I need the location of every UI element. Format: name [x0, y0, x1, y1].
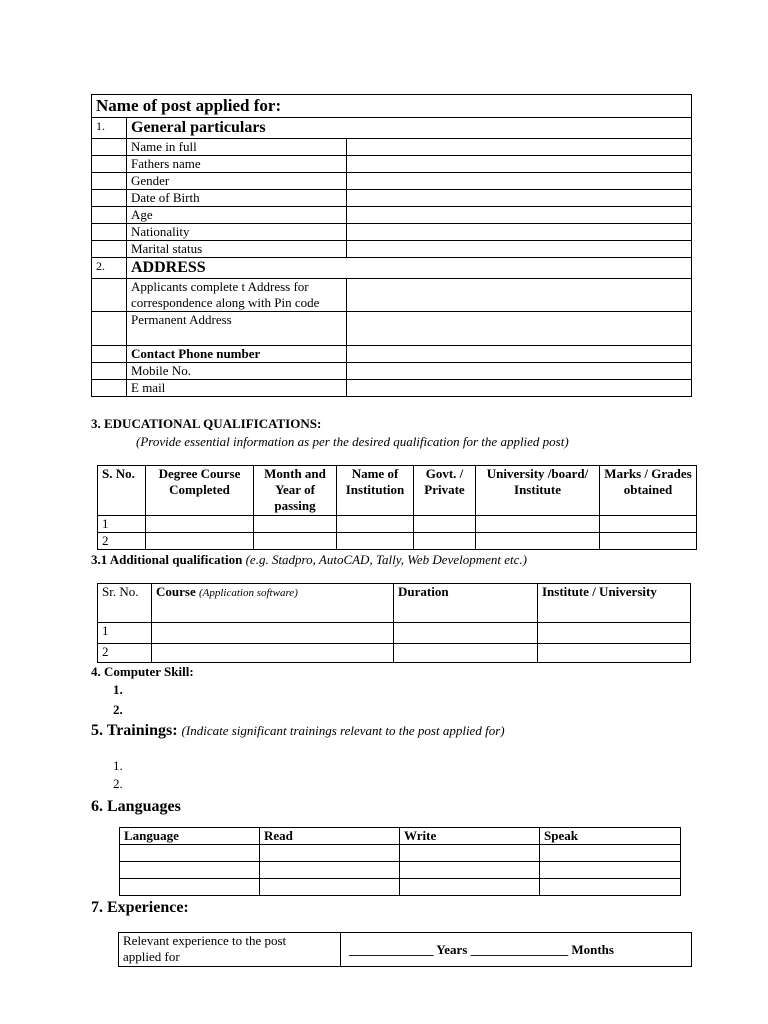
mobile-field[interactable] [347, 363, 692, 380]
col-header-course [152, 584, 394, 623]
trainings-heading: 5. Trainings: [91, 722, 178, 739]
computer-skill-item: 2. [113, 702, 123, 717]
row-number: 1 [98, 516, 146, 533]
table-cell[interactable] [260, 879, 400, 896]
table-cell[interactable] [538, 623, 691, 644]
section-number: 1. [92, 118, 127, 139]
field-label: Name in full [127, 139, 347, 156]
months-label: Months [571, 941, 614, 957]
correspondence-address-label: Applicants complete t Address for correspondence along with Pin code [127, 279, 347, 312]
education-note: (Provide essential information as per the desired qualification for the applied post) [136, 434, 569, 449]
field-label: Gender [127, 173, 347, 190]
email-label: E mail [127, 380, 347, 397]
col-header-language: Language [120, 828, 260, 845]
col-header-institution: Name of Institution [337, 466, 414, 516]
post-applied-label: Name of post applied for: [92, 95, 692, 118]
col-header-degree: Degree Course Completed [146, 466, 254, 516]
trainings-heading-row [91, 721, 505, 741]
table-cell[interactable] [540, 862, 681, 879]
computer-skill-heading: 4. Computer Skill: [91, 664, 194, 679]
table-cell[interactable] [394, 644, 538, 663]
table-cell[interactable] [600, 516, 697, 533]
general-particulars-heading: General particulars [127, 118, 692, 139]
field-label: Age [127, 207, 347, 224]
table-cell[interactable] [120, 845, 260, 862]
training-item: 2. [113, 776, 123, 791]
col-header-duration: Duration [394, 584, 538, 623]
trainings-note: (Indicate significant trainings relevant to the post applied for) [181, 723, 505, 738]
gender-field[interactable] [347, 173, 692, 190]
table-cell[interactable] [400, 879, 540, 896]
col-header-marks: Marks / Grades obtained [600, 466, 697, 516]
permanent-address-field[interactable] [347, 312, 692, 346]
col-header-write: Write [400, 828, 540, 845]
nationality-field[interactable] [347, 224, 692, 241]
course-note: (Application software) [198, 587, 298, 599]
experience-label: Relevant experience to the post applied for [119, 933, 341, 967]
years-label: Years [436, 941, 468, 957]
col-header-speak: Speak [540, 828, 681, 845]
field-label: Date of Birth [127, 190, 347, 207]
table-cell[interactable] [476, 533, 600, 550]
experience-entry [341, 933, 692, 967]
table-cell[interactable] [540, 845, 681, 862]
table-cell[interactable] [254, 516, 337, 533]
row-number: 2 [98, 644, 152, 663]
table-cell[interactable] [414, 516, 476, 533]
additional-heading-examples: (e.g. Stadpro, AutoCAD, Tally, Web Development etc.) [245, 552, 527, 567]
col-header-university: University /board/ Institute [476, 466, 600, 516]
col-header-srno: Sr. No. [98, 584, 152, 623]
permanent-address-label: Permanent Address [127, 312, 347, 346]
fathers-name-field[interactable] [347, 156, 692, 173]
col-header-sno: S. No. [98, 466, 146, 516]
table-cell[interactable] [414, 533, 476, 550]
experience-table [118, 932, 692, 967]
years-blank[interactable]: _____________ [349, 941, 434, 957]
table-cell[interactable] [394, 623, 538, 644]
table-cell[interactable] [120, 879, 260, 896]
name-in-full-field[interactable] [347, 139, 692, 156]
row-number: 2 [98, 533, 146, 550]
field-label: Marital status [127, 241, 347, 258]
personal-details-table [91, 94, 692, 397]
address-heading: ADDRESS [127, 258, 692, 279]
experience-heading: 7. Experience: [91, 899, 189, 916]
table-cell[interactable] [254, 533, 337, 550]
table-cell[interactable] [260, 845, 400, 862]
correspondence-address-field[interactable] [347, 279, 692, 312]
table-cell[interactable] [400, 862, 540, 879]
additional-heading-text: 3.1 Additional qualification [91, 552, 243, 567]
age-field[interactable] [347, 207, 692, 224]
table-cell[interactable] [146, 533, 254, 550]
col-header-read: Read [260, 828, 400, 845]
marital-status-field[interactable] [347, 241, 692, 258]
additional-qualification-heading [91, 552, 527, 568]
col-header-month-year: Month and Year of passing [254, 466, 337, 516]
table-cell[interactable] [600, 533, 697, 550]
table-cell[interactable] [146, 516, 254, 533]
table-cell[interactable] [476, 516, 600, 533]
languages-heading: 6. Languages [91, 798, 181, 815]
table-cell[interactable] [400, 845, 540, 862]
email-field[interactable] [347, 380, 692, 397]
table-cell[interactable] [337, 533, 414, 550]
mobile-label: Mobile No. [127, 363, 347, 380]
table-cell[interactable] [540, 879, 681, 896]
date-of-birth-field[interactable] [347, 190, 692, 207]
table-cell[interactable] [152, 623, 394, 644]
education-heading: 3. EDUCATIONAL QUALIFICATIONS: [91, 416, 322, 431]
computer-skill-item: 1. [113, 682, 123, 697]
table-cell[interactable] [120, 862, 260, 879]
education-table [97, 465, 697, 550]
field-label: Nationality [127, 224, 347, 241]
section-number: 2. [92, 258, 127, 279]
row-number: 1 [98, 623, 152, 644]
table-cell[interactable] [538, 644, 691, 663]
col-header-govt-private: Govt. / Private [414, 466, 476, 516]
table-cell[interactable] [152, 644, 394, 663]
course-label: Course [156, 584, 196, 599]
contact-phone-heading: Contact Phone number [127, 346, 347, 363]
field-label: Fathers name [127, 156, 347, 173]
table-cell[interactable] [337, 516, 414, 533]
contact-phone-field[interactable] [347, 346, 692, 363]
months-blank[interactable]: _______________ [470, 941, 569, 957]
additional-qualification-table [97, 583, 691, 663]
training-item: 1. [113, 758, 123, 773]
languages-table [119, 827, 681, 896]
table-cell[interactable] [260, 862, 400, 879]
col-header-institute: Institute / University [538, 584, 691, 623]
